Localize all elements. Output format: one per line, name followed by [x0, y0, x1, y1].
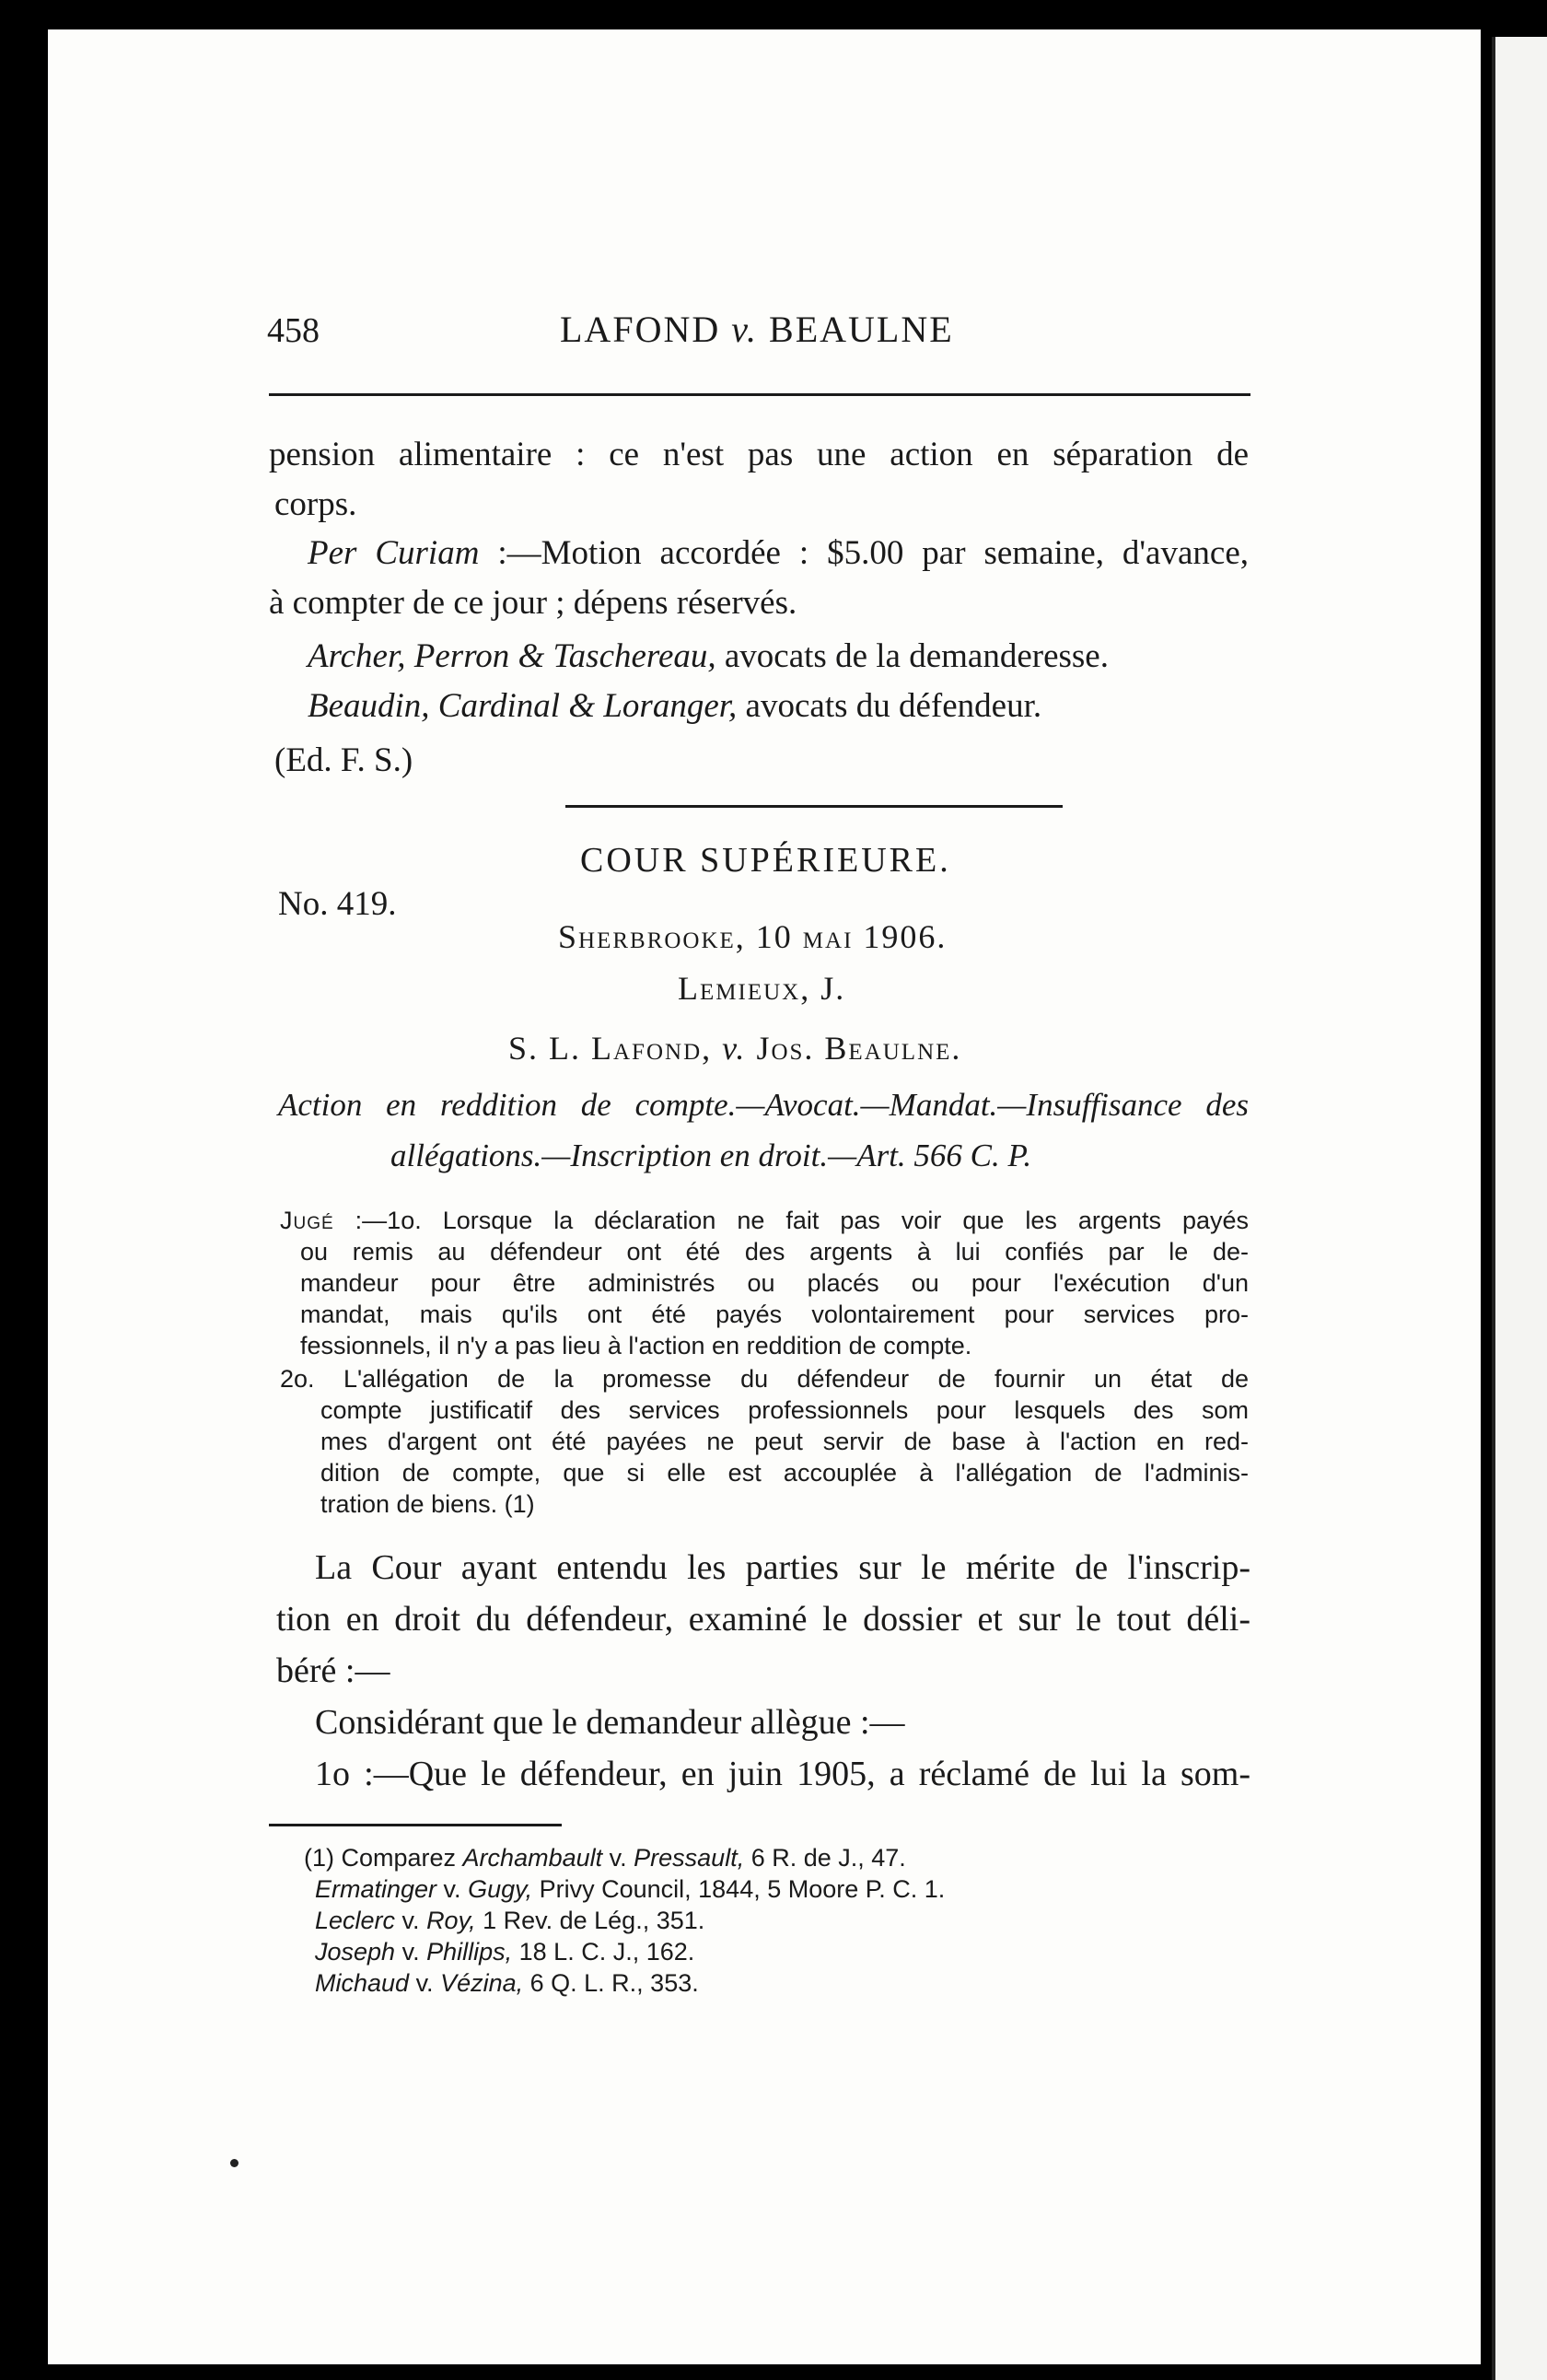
holding-p1-line-1 [280, 1207, 1249, 1235]
holding-p2-line-4: dition de compte, que si elle est accouplée à l'allégation de l'adminis- [320, 1459, 1249, 1487]
running-title-v: v. [731, 309, 759, 350]
prev-line-1: pension alimentaire : ce n'est pas une action en séparation de [269, 436, 1249, 473]
footnote-party-b: Vézina, [440, 1969, 524, 1997]
counsel-defendant-role: avocats du défendeur. [737, 687, 1042, 725]
per-curiam-label: Per Curiam [308, 534, 480, 572]
holding-p2-line-1: 2o. L'allégation de la promesse du défendeur de fournir un état de [280, 1365, 1249, 1393]
holding-p1-line-3: mandeur pour être administrés ou placés ou pour l'exécution d'un [300, 1269, 1249, 1297]
holding-p2-line-3: mes d'argent ont été payées ne peut servir de base à l'action en red- [320, 1428, 1249, 1455]
parties [508, 1029, 961, 1068]
footnote-party-a: Michaud [315, 1969, 410, 1997]
page-number: 458 [267, 311, 320, 350]
juge-label: Jugé [280, 1207, 334, 1234]
judgment-line-1: La Cour ayant entendu les parties sur le mérite de l'inscrip- [315, 1548, 1250, 1587]
footnote-citation: 1 Rev. de Lég., 351. [475, 1907, 705, 1934]
parties-v: v. [722, 1030, 747, 1067]
footnote-party-a: Ermatinger [315, 1875, 437, 1903]
judge-name: Lemieux, J. [678, 970, 846, 1007]
footnote-citation: 18 L. C. J., 162. [512, 1938, 695, 1966]
holding-p1-text: :—1o. Lorsque la déclaration ne fait pas voir que les argents payés [333, 1207, 1249, 1234]
footnote [304, 1844, 906, 1872]
footnote-party-b: Pressault, [634, 1844, 745, 1872]
counsel-defendant [308, 686, 1041, 726]
footnote-party-a: Joseph [315, 1938, 396, 1966]
footnote [315, 1938, 694, 1966]
counsel-plaintiff [308, 636, 1109, 676]
holding-p2-line-2: compte justificatif des services professionnels pour lesquels des som [320, 1396, 1249, 1424]
footnote-party-b: Gugy, [468, 1875, 533, 1903]
footnote-citation: 6 R. de J., 47. [744, 1844, 906, 1872]
footnote [315, 1875, 945, 1904]
footnote-v: v. [602, 1844, 634, 1872]
footnote-party-b: Phillips, [426, 1938, 513, 1966]
parties-defendant: Jos. Beaulne. [756, 1030, 962, 1067]
judgment-line-5: 1o :—Que le défendeur, en juin 1905, a réclamé de lui la som- [315, 1755, 1250, 1793]
footnote-v: v. [395, 1938, 427, 1966]
footnote-party-a: Leclerc [315, 1907, 396, 1934]
case-number: No. 419. [278, 885, 397, 923]
editor-initials: (Ed. F. S.) [274, 741, 413, 779]
holding-p1-line-5: fessionnels, il n'y a pas lieu à l'action en reddition de compte. [300, 1332, 972, 1359]
headnote-line-2: allégations.—Inscription en droit.—Art. 566 C. P. [390, 1138, 1032, 1173]
running-title [560, 308, 954, 351]
footnote-party-b: Roy, [426, 1907, 476, 1934]
counsel-plaintiff-role: avocats de la demanderesse. [715, 637, 1109, 675]
running-title-right: BEAULNE [769, 309, 954, 350]
running-title-left: LAFOND [560, 309, 721, 350]
ink-speck [230, 2159, 238, 2167]
judgment-line-2: tion en droit du défendeur, examiné le dossier et sur le tout déli- [276, 1600, 1250, 1639]
per-curiam-line-2: à compter de ce jour ; dépens réservés. [269, 584, 797, 622]
footnote-citation: Privy Council, 1844, 5 Moore P. C. 1. [532, 1875, 946, 1903]
footnote-rule [269, 1824, 562, 1826]
holding-p1-line-4: mandat, mais qu'ils ont été payés volontairement pour services pro- [300, 1301, 1249, 1328]
footnote-citation: 6 Q. L. R., 353. [523, 1969, 699, 1997]
footnote [315, 1969, 699, 1998]
per-curiam-line [308, 533, 1249, 573]
holding-p2-line-5: tration de biens. (1) [320, 1490, 535, 1518]
holding-p1-line-2: ou remis au défendeur ont été des argents à lui confiés par le de- [300, 1238, 1249, 1266]
header-rule [269, 393, 1250, 396]
case-separator-rule [565, 805, 1063, 808]
court-name: COUR SUPÉRIEURE. [580, 841, 951, 880]
footnote [315, 1907, 704, 1935]
parties-plaintiff: S. L. Lafond, [508, 1030, 713, 1067]
judgment-line-4: Considérant que le demandeur allègue :— [315, 1703, 905, 1742]
adjacent-page-edge [1492, 37, 1547, 2380]
footnote-v: v. [395, 1907, 427, 1934]
footnote-prefix: (1) Comparez [304, 1844, 463, 1872]
counsel-defendant-names: Beaudin, Cardinal & Loranger, [308, 687, 738, 725]
book-page [48, 29, 1481, 2364]
counsel-plaintiff-names: Archer, Perron & Taschereau, [308, 637, 716, 675]
place-date: Sherbrooke, 10 mai 1906. [558, 918, 948, 955]
footnote-v: v. [436, 1875, 469, 1903]
footnote-party-a: Archambault [462, 1844, 603, 1872]
judgment-line-3: béré :— [276, 1651, 390, 1690]
footnote-v: v. [409, 1969, 441, 1997]
per-curiam-text: :—Motion accordée : $5.00 par semaine, d'avance, [479, 534, 1249, 572]
prev-line-2: corps. [274, 485, 357, 523]
headnote-line-1: Action en reddition de compte.—Avocat.—Mandat.—Insuffisance des [278, 1087, 1249, 1123]
